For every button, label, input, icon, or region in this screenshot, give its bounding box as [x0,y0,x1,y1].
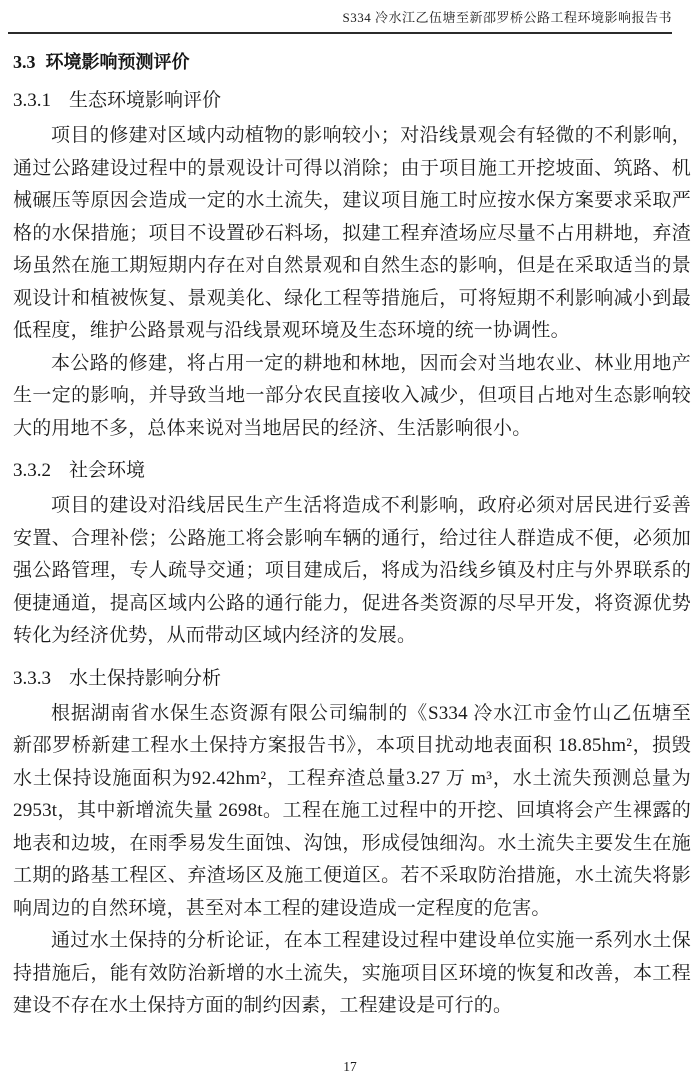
section-number: 3.3.2 [13,460,51,481]
section-title: 社会环境 [69,460,146,481]
section-title: 生态环境影响评价 [69,90,222,111]
page-content [13,51,691,1023]
paragraph: 根据湖南省水保生态资源有限公司编制的《S334 冷水江市金竹山乙伍塘至新邵罗桥新建工程水土保持方案报告书》，本项目扰动地表面积 18.85hm²，损毁水土保持设施面积为92.42hm²，工程弃渣总量3.27 万 m³，水土流失预测总量为2953t，其中新增流失量 2698t。工程在施工过程中的开挖、回填将会产生裸露的地表和边坡，在雨季易发生面蚀、沟蚀，形成侵蚀细沟。水土流失主要发生在施工期的路基工程区、弃渣场区及施工便道区。若不采取防治措施，水土流失将影响周边的自然环境，甚至对本工程的建设造成一定程度的危害。 [13,702,691,919]
section-title: 水土保持影响分析 [69,667,222,689]
section-heading-3-3-2 [13,458,691,483]
paragraph: 本公路的修建，将占用一定的耕地和林地，因而会对当地农业、林业用地产生一定的影响，并导致当地一部分农民直接收入减少，但项目占地对生态影响较大的用地不多，总体来说对当地居民的经济、生活影响很小。 [13,352,691,439]
section-number: 3.3.3 [13,667,51,689]
section-number: 3.3 [13,52,36,72]
running-header: S334 冷水江乙伍塘至新邵罗桥公路工程环境影响报告书 [8,0,672,34]
paragraph: 项目的修建对区域内动植物的影响较小；对沿线景观会有轻微的不利影响，通过公路建设过程中的景观设计可得以消除；由于项目施工开挖坡面、筑路、机械碾压等原因会造成一定的水土流失，建议项目施工时应按水保方案要求采取严格的水保措施；项目不设置砂石料场，拟建工程弃渣场应尽量不占用耕地，弃渣场虽然在施工期短期内存在对自然景观和自然生态的影响，但是在采取适当的景观设计和植被恢复、景观美化、绿化工程等措施后，可将短期不利影响减小到最低程度，维护公路景观与沿线景观环境及生态环境的统一协调性。 [13,125,691,341]
paragraph: 通过水土保持的分析论证，在本工程建设过程中建设单位实施一系列水土保持措施后，能有效防治新增的水土流失，实施项目区环境的恢复和改善，本工程建设不存在水土保持方面的制约因素，工程建设是可行的。 [13,930,691,1016]
section-heading-3-3 [13,51,691,74]
section-title: 环境影响预测评价 [45,52,190,72]
paragraph: 项目的建设对沿线居民生产生活将造成不利影响，政府必须对居民进行妥善安置、合理补偿；公路施工将会影响车辆的通行，给过往人群造成不便，必须加强公路管理，专人疏导交通；项目建成后，将成为沿线乡镇及村庄与外界联系的便捷通道，提高区域内公路的通行能力，促进各类资源的尽早开发，将资源优势转化为经济优势，从而带动区域内经济的发展。 [13,495,691,646]
page-number: 17 [343,1059,357,1074]
section-heading-3-3-1 [13,88,691,113]
section-number: 3.3.1 [13,90,51,111]
section-heading-3-3-3 [13,666,691,691]
